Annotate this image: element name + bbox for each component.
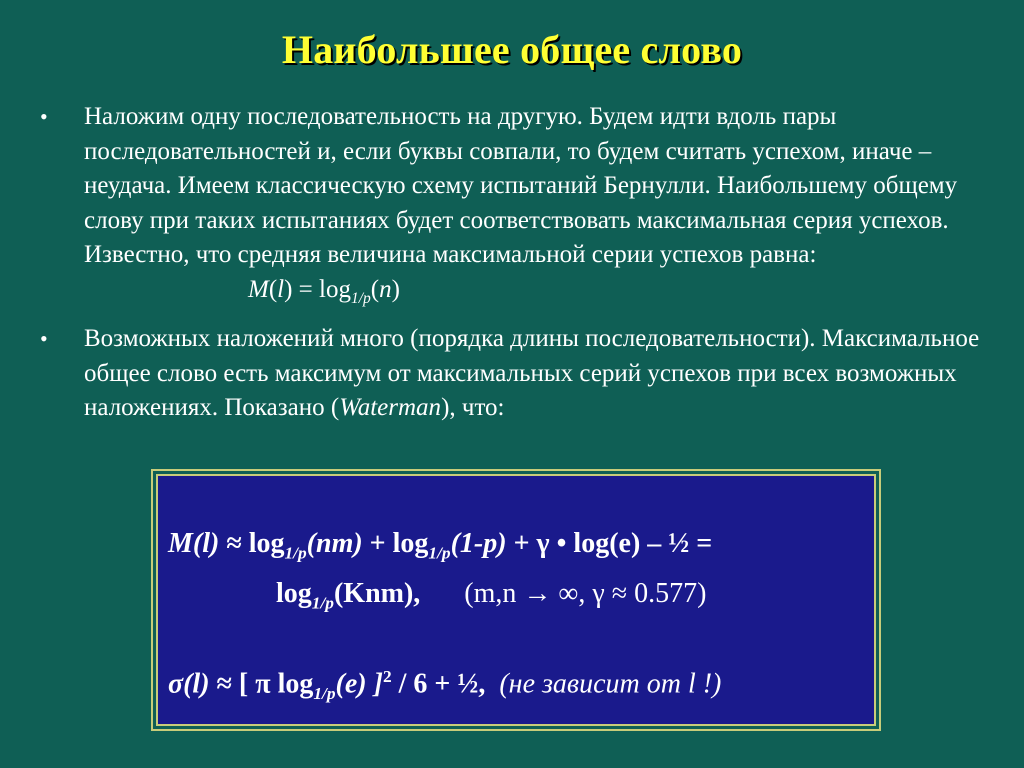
bullet-item-2 (38, 322, 988, 426)
bullet-text-2: Возможных наложений много (порядка длины последовательности). Максимальное общее слово есть максимум от максимальных серий успехов при всех возможных наложениях. Показано ( (84, 325, 980, 421)
formula-line-3: σ(l) ≈ [ π $\log_{1/p}(e)$ ]$^2$ / 6 + ½, (не зависит от l !) (168, 667, 722, 704)
bullet-list (38, 100, 988, 432)
formula-box-content (168, 524, 868, 714)
formula-line-2: $\log_{1/p}(Knm)$, (m,n → ∞, γ ≈ 0.577) (276, 577, 707, 613)
author-name: Waterman (339, 394, 442, 421)
slide-title: Наибольшее общее слово (281, 27, 743, 72)
bullet-dot: • (40, 104, 48, 129)
bullet-text-1: Наложим одну последовательность на другую. Будем идти вдоль пары последовательностей и, если буквы совпали, то будем считать успехом, иначе – неудача. Имеем классическую схему испытаний Бернулли. Наибольшему общему слову при таких испытаниях будет соответствовать максимальная серия успехов. Известно, что средняя величина максимальной серии успехов равна: (84, 103, 958, 268)
bullet-text-2-end: ), что: (441, 394, 505, 421)
bullet-dot: • (40, 326, 48, 351)
bullet-item-1 (38, 100, 988, 316)
inline-formula: $M(l) = \log_{1/p}(n)$ (248, 275, 400, 307)
formula-line-1: $M(l) \approx \log_{1/p}(nm) + \log_{1/p}(1-p) + \gamma$ • log(e) – ½ = (168, 528, 713, 563)
formula-box (156, 474, 876, 726)
